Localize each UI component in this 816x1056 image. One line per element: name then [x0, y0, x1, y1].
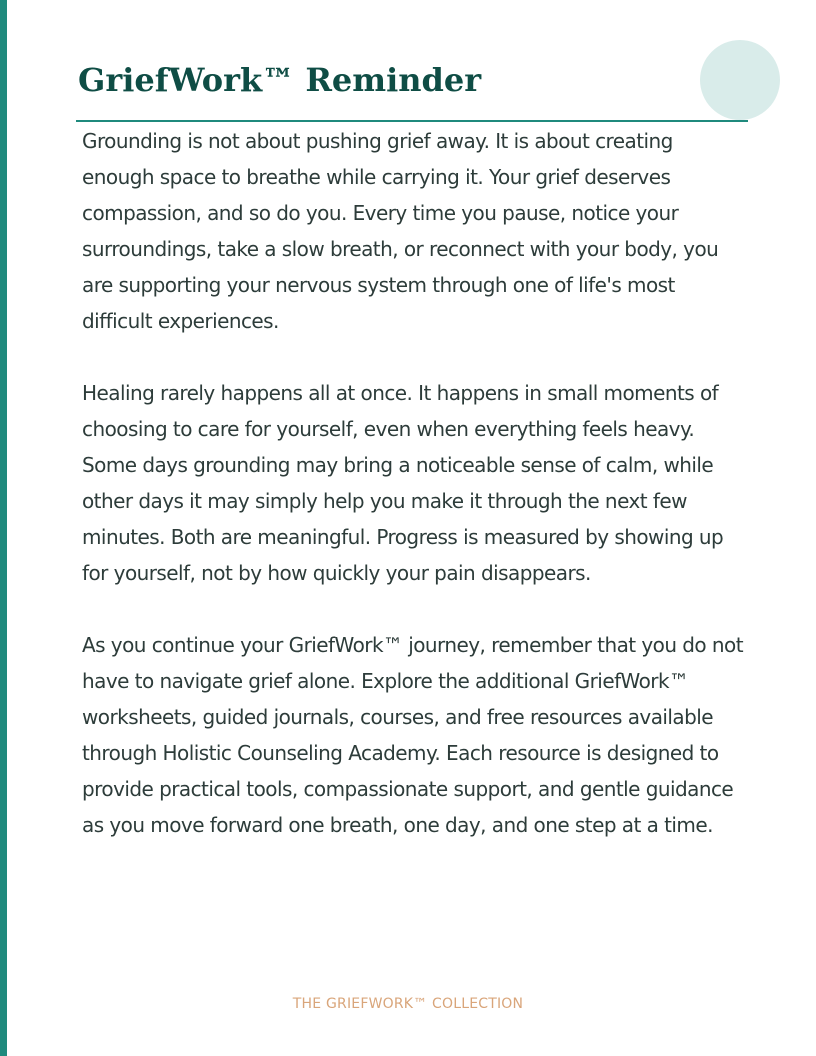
paragraph: Grounding is not about pushing grief away. It is about creating enough space to breathe while carrying it. Your grief deserves compassion, and so do you. Every time you pause, notice your surroundings, take a slow breath, or reconnect with your body, you are supporting your nervous system through one of life's most difficult experiences.	[82, 129, 719, 333]
body-text	[82, 123, 748, 843]
paragraph: As you continue your GriefWork™ journey, remember that you do not have to navigate grief alone. Explore the additional GriefWork™ worksheets, guided journals, courses, and free resources available through Holistic Counseling Academy. Each resource is designed to provide practical tools, compassionate support, and gentle guidance as you move forward one breath, one day, and one step at a time.	[82, 633, 744, 837]
title-divider	[76, 120, 748, 122]
paragraph: Healing rarely happens all at once. It happens in small moments of choosing to care for yourself, even when everything feels heavy. Some days grounding may bring a noticeable sense of calm, while other days it may simply help you make it through the next few minutes. Both are meaningful. Progress is measured by showing up for yourself, not by how quickly your pain disappears.	[82, 381, 724, 585]
left-accent-stripe	[0, 0, 7, 1056]
footer-collection-label: THE GRIEFWORK™ COLLECTION	[292, 996, 524, 1012]
page-title: GriefWork™ Reminder	[78, 61, 482, 99]
decorative-circle	[700, 40, 780, 120]
